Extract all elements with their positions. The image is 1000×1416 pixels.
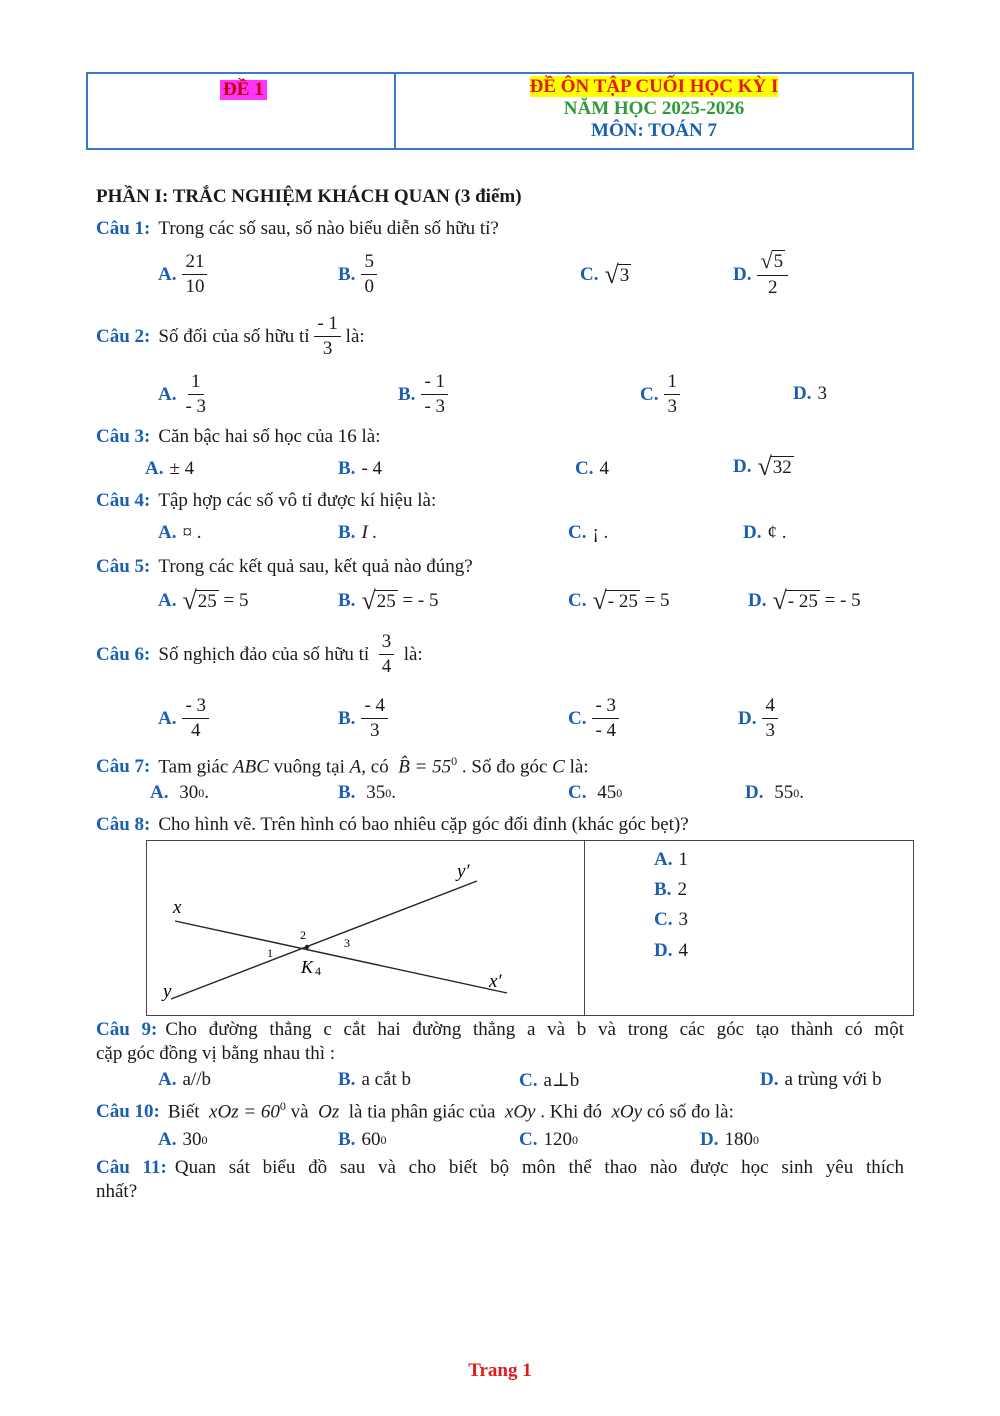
- question-1: Câu 1: Trong các số sau, số nào biểu diễn số hữu tỉ?: [96, 218, 499, 239]
- q10-option-a[interactable]: A. 30 0: [158, 1129, 208, 1150]
- q8-option-d[interactable]: D. 4: [654, 940, 688, 961]
- q2-option-a[interactable]: A. $\frac{1}{- 3}$: [158, 371, 207, 417]
- q4-option-a[interactable]: A. ¤ .: [158, 522, 202, 543]
- q5-option-d[interactable]: D. √ - 25 = - 5: [748, 586, 861, 615]
- question-11: Câu 11: Quan sát biểu đồ sau và cho biết bộ môn thể thao nào được học sinh yêu thích: [96, 1157, 904, 1178]
- exam-title: ĐỀ ÔN TẬP CUỐI HỌC KỲ I: [529, 76, 779, 97]
- q10-option-b[interactable]: B. 60 0: [338, 1129, 387, 1150]
- question-7: Câu 7: Tam giác ABC vuông tại A, có B̂ = $55^0$ . Số đo góc C là:: [96, 754, 589, 778]
- q8-option-b[interactable]: B. 2: [654, 879, 687, 900]
- question-10: Câu 10: Biết xOz = $60^0$ và Oz là tia phân giác của xOy . Khi đó xOy có số đo là:: [96, 1099, 734, 1123]
- q4-option-c[interactable]: C. ¡ .: [568, 522, 609, 543]
- angle-1: 1: [267, 946, 273, 960]
- q9-option-b[interactable]: B. a cắt b: [338, 1069, 412, 1090]
- question-9-line2: cặp góc đồng vị bằng nhau thì :: [96, 1043, 336, 1064]
- page-footer: Trang 1: [468, 1360, 532, 1381]
- question-2: Câu 2: Số đối của số hữu tỉ $\frac{- 1}{3}$ là:: [96, 313, 365, 359]
- label-y-prime: y′: [457, 861, 470, 882]
- point-k: [305, 945, 309, 949]
- question-8: Câu 8: Cho hình vẽ. Trên hình có bao nhiêu cặp góc đối đỉnh (khác góc bẹt)?: [96, 814, 689, 835]
- q7-option-a[interactable]: A. 30 0 .: [150, 782, 209, 803]
- line-xx: [175, 921, 507, 993]
- q7-option-c[interactable]: C. 45 0: [568, 782, 623, 803]
- exam-subject: MÔN: TOÁN 7: [591, 120, 717, 141]
- q5-option-a[interactable]: A. √ 25 = 5: [158, 586, 249, 615]
- q8-option-a[interactable]: A. 1: [654, 849, 688, 870]
- section-title: PHẦN I: TRẮC NGHIỆM KHÁCH QUAN (3 điểm): [96, 186, 522, 207]
- exam-year: NĂM HỌC 2025-2026: [563, 98, 745, 119]
- q1-option-a[interactable]: A. $\frac{21}{10}$: [158, 250, 207, 299]
- q1-option-b[interactable]: B. $\frac{5}{0}$: [338, 250, 377, 299]
- q6-option-c[interactable]: C. $\frac{- 3}{- 4}$: [568, 694, 619, 743]
- q4-option-b[interactable]: B. I .: [338, 522, 378, 543]
- q9-option-c[interactable]: C. a⊥b: [519, 1069, 580, 1091]
- q9-option-a[interactable]: A. a//b: [158, 1069, 211, 1090]
- question-9: Câu 9: Cho đường thẳng c cắt hai đường thẳng a và b và trong các góc tạo thành có một: [96, 1019, 904, 1040]
- question-6: Câu 6: Số nghịch đảo của số hữu tỉ $\frac{3}{4}$ là:: [96, 631, 423, 677]
- q6-option-b[interactable]: B. $\frac{- 4}{3}$: [338, 694, 388, 743]
- label-x: x: [173, 897, 182, 918]
- q3-option-c[interactable]: C. 4: [575, 458, 609, 479]
- label-x-prime: x′: [489, 971, 502, 992]
- q4-option-d[interactable]: D. ¢ .: [743, 522, 787, 543]
- label-k: K: [301, 957, 314, 977]
- q3-option-a[interactable]: A. ± 4: [145, 458, 195, 479]
- q8-figure-box: [146, 840, 914, 1016]
- exam-code: ĐỀ 1: [220, 80, 267, 100]
- q9-option-d[interactable]: D. a trùng với b: [760, 1069, 882, 1090]
- intersecting-lines-figure: [147, 841, 584, 1017]
- q2-option-b[interactable]: B. $\frac{- 1}{- 3}$: [398, 370, 448, 419]
- label-y: y: [163, 981, 172, 1002]
- question-4: Câu 4: Tập hợp các số vô tỉ được kí hiệu là:: [96, 490, 437, 511]
- q5-option-c[interactable]: C. √ - 25 = 5: [568, 586, 670, 615]
- q10-option-c[interactable]: C. 120 0: [519, 1129, 578, 1150]
- q5-option-b[interactable]: B. √ 25 = - 5: [338, 586, 439, 615]
- q2-option-c[interactable]: C. $\frac{1}{3}$: [640, 370, 680, 419]
- question-11-line2: nhất?: [96, 1181, 138, 1202]
- angle-3: 3: [344, 936, 350, 950]
- figure-divider: [584, 841, 585, 1015]
- header-box: [86, 72, 914, 150]
- q3-option-b[interactable]: B. - 4: [338, 458, 383, 479]
- q1-option-d[interactable]: D. √ 5 2: [733, 250, 788, 300]
- question-5: Câu 5: Trong các kết quả sau, kết quả nào đúng?: [96, 556, 473, 577]
- q7-option-b[interactable]: B. 35 0 .: [338, 782, 396, 803]
- q1-option-c[interactable]: C. √ 3: [580, 260, 630, 289]
- q2-option-d[interactable]: D. 3: [793, 383, 827, 404]
- q7-option-d[interactable]: D. 55 0 .: [745, 782, 804, 803]
- q6-option-a[interactable]: A. $\frac{- 3}{4}$: [158, 694, 209, 743]
- q10-option-d[interactable]: D. 180 0: [700, 1129, 759, 1150]
- q8-option-c[interactable]: C. 3: [654, 909, 688, 930]
- line-yy: [171, 881, 477, 999]
- angle-2: 2: [300, 928, 306, 942]
- q6-option-d[interactable]: D. $\frac{4}{3}$: [738, 694, 778, 743]
- question-3: Câu 3: Căn bậc hai số học của 16 là:: [96, 426, 381, 447]
- angle-4: 4: [315, 964, 321, 978]
- q3-option-d[interactable]: D. √ 32: [733, 452, 792, 481]
